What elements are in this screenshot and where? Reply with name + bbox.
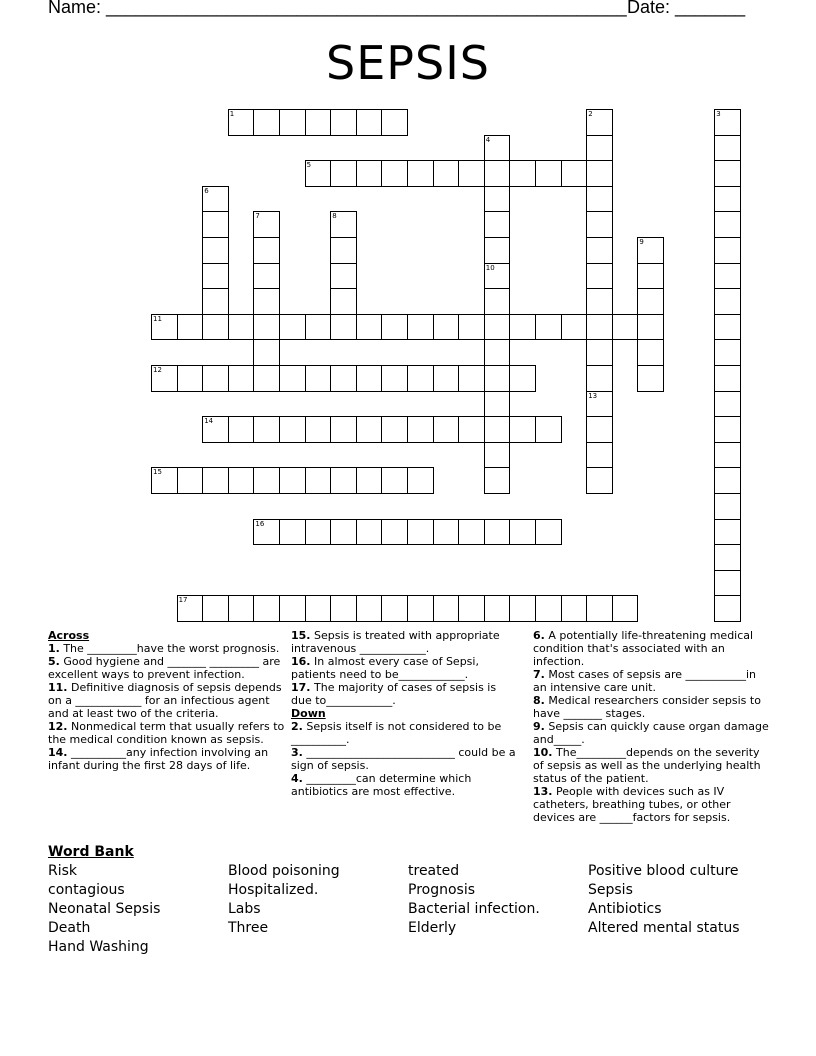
grid-cell[interactable] xyxy=(305,314,332,341)
word-bank-word: treated xyxy=(408,863,460,879)
word-bank-word: Labs xyxy=(228,901,261,917)
grid-cell[interactable] xyxy=(407,519,434,546)
grid-cell[interactable] xyxy=(202,365,229,392)
grid-cell[interactable] xyxy=(484,365,511,392)
grid-cell[interactable] xyxy=(484,467,511,494)
grid-cell[interactable] xyxy=(330,365,357,392)
across-heading: Across xyxy=(48,629,90,642)
grid-cell[interactable] xyxy=(381,314,408,341)
down-heading: Down xyxy=(291,707,326,720)
grid-cell[interactable] xyxy=(433,595,460,622)
clue-number: 17 xyxy=(178,596,188,605)
grid-cell[interactable] xyxy=(407,160,434,187)
grid-cell[interactable] xyxy=(637,314,664,341)
grid-cell[interactable] xyxy=(151,467,178,494)
clue-across-17: 17. The majority of cases of sepsis is due to____________. xyxy=(291,681,497,707)
grid-cell[interactable] xyxy=(253,365,280,392)
grid-cell[interactable] xyxy=(458,595,485,622)
grid-cell[interactable] xyxy=(202,314,229,341)
grid-cell[interactable] xyxy=(586,365,613,392)
word-bank-word: Elderly xyxy=(408,920,457,936)
grid-cell[interactable] xyxy=(202,237,229,264)
clue-number: 12 xyxy=(153,366,162,374)
grid-cell[interactable] xyxy=(484,595,511,622)
clue-number: 10 xyxy=(485,263,495,272)
grid-cell[interactable] xyxy=(714,416,741,443)
grid-cell[interactable] xyxy=(586,160,613,187)
grid-cell[interactable] xyxy=(279,519,306,546)
grid-cell[interactable] xyxy=(586,109,613,136)
grid-cell[interactable] xyxy=(714,519,741,546)
clue-down-9: 9. Sepsis can quickly cause organ damage and_____. xyxy=(533,720,769,746)
grid-cell[interactable] xyxy=(330,416,357,443)
grid-cell[interactable] xyxy=(714,109,741,136)
clue-down-6: 6. A potentially life-threatening medical condition that's associated with an infection. xyxy=(533,629,754,668)
name-field-label: Name: ____________________________________________________ xyxy=(48,0,627,17)
clues-column-3 xyxy=(533,629,769,824)
clue-number: 2 xyxy=(588,110,593,118)
grid-cell[interactable] xyxy=(714,339,741,366)
grid-cell[interactable] xyxy=(202,416,229,443)
grid-cell[interactable] xyxy=(356,519,383,546)
clues-column-1 xyxy=(48,629,286,772)
word-bank-word: Altered mental status xyxy=(588,920,740,936)
grid-cell[interactable] xyxy=(714,211,741,238)
word-bank-word: contagious xyxy=(48,882,125,898)
grid-cell[interactable] xyxy=(484,211,511,238)
grid-cell[interactable] xyxy=(484,339,511,366)
grid-cell[interactable] xyxy=(433,314,460,341)
clue-across-15: 15. Sepsis is treated with appropriate intravenous ____________. xyxy=(291,629,500,655)
grid-cell[interactable] xyxy=(535,519,562,546)
grid-cell[interactable] xyxy=(586,391,613,418)
grid-cell[interactable] xyxy=(330,595,357,622)
word-bank-word: Risk xyxy=(48,863,78,879)
grid-cell[interactable] xyxy=(279,109,306,136)
grid-cell[interactable] xyxy=(509,314,536,341)
grid-cell[interactable] xyxy=(305,160,332,187)
grid-cell[interactable] xyxy=(228,416,255,443)
grid-cell[interactable] xyxy=(484,391,511,418)
grid-cell[interactable] xyxy=(279,365,306,392)
clue-number: 3 xyxy=(716,110,721,118)
word-bank-word: Sepsis xyxy=(588,882,633,898)
grid-cell[interactable] xyxy=(561,595,588,622)
grid-cell[interactable] xyxy=(637,263,664,290)
grid-cell[interactable] xyxy=(458,160,485,187)
grid-cell[interactable] xyxy=(586,263,613,290)
clue-number: 4 xyxy=(485,135,491,144)
grid-cell[interactable] xyxy=(305,595,332,622)
grid-cell[interactable] xyxy=(484,416,511,443)
grid-cell[interactable] xyxy=(714,365,741,392)
clue-number: 9 xyxy=(639,238,644,246)
grid-cell[interactable] xyxy=(586,595,613,622)
word-bank-word: Antibiotics xyxy=(588,901,662,917)
grid-cell[interactable] xyxy=(356,467,383,494)
grid-cell[interactable] xyxy=(484,237,511,264)
grid-cell[interactable] xyxy=(484,135,511,162)
grid-cell[interactable] xyxy=(535,595,562,622)
grid-cell[interactable] xyxy=(586,314,613,341)
grid-cell[interactable] xyxy=(381,365,408,392)
grid-cell[interactable] xyxy=(177,595,204,622)
grid-cell[interactable] xyxy=(714,160,741,187)
grid-cell[interactable] xyxy=(407,467,434,494)
grid-cell[interactable] xyxy=(714,493,741,520)
grid-cell[interactable] xyxy=(253,314,280,341)
grid-cell[interactable] xyxy=(484,519,511,546)
word-bank-word: Neonatal Sepsis xyxy=(48,901,161,917)
grid-cell[interactable] xyxy=(253,339,280,366)
page-title: SEPSIS xyxy=(326,36,490,90)
grid-cell[interactable] xyxy=(714,544,741,571)
clue-down-10: 10. The_________depends on the severity of sepsis as well as the underlying health status of the patient. xyxy=(533,746,761,785)
grid-cell[interactable] xyxy=(433,365,460,392)
grid-cell[interactable] xyxy=(407,416,434,443)
grid-cell[interactable] xyxy=(612,595,639,622)
grid-cell[interactable] xyxy=(586,288,613,315)
grid-cell[interactable] xyxy=(458,314,485,341)
grid-cell[interactable] xyxy=(356,416,383,443)
clue-number: 11 xyxy=(153,314,162,323)
grid-cell[interactable] xyxy=(253,467,280,494)
grid-cell[interactable] xyxy=(714,391,741,418)
grid-cell[interactable] xyxy=(535,416,562,443)
grid-cell[interactable] xyxy=(407,365,434,392)
grid-cell[interactable] xyxy=(356,160,383,187)
grid-cell[interactable] xyxy=(714,263,741,290)
clue-across-14: 14. __________any infection involving an infant during the first 28 days of life. xyxy=(48,746,269,772)
grid-cell[interactable] xyxy=(279,467,306,494)
grid-cell[interactable] xyxy=(330,288,357,315)
clue-across-16: 16. In almost every case of Sepsi, patients need to be____________. xyxy=(291,655,479,681)
grid-cell[interactable] xyxy=(381,160,408,187)
grid-cell[interactable] xyxy=(330,263,357,290)
grid-cell[interactable] xyxy=(253,519,280,546)
grid-cell[interactable] xyxy=(458,365,485,392)
grid-cell[interactable] xyxy=(509,416,536,443)
grid-cell[interactable] xyxy=(202,467,229,494)
grid-cell[interactable] xyxy=(253,288,280,315)
grid-cell[interactable] xyxy=(228,365,255,392)
grid-cell[interactable] xyxy=(381,595,408,622)
grid-cell[interactable] xyxy=(151,365,178,392)
grid-cell[interactable] xyxy=(177,467,204,494)
clue-across-1: 1. The _________have the worst prognosis. xyxy=(48,642,280,655)
clue-number: 5 xyxy=(306,161,312,170)
grid-cell[interactable] xyxy=(381,109,408,136)
clue-number: 15 xyxy=(153,468,162,477)
clue-number: 1 xyxy=(229,110,235,118)
clue-number: 7 xyxy=(255,212,260,221)
word-bank-word: Prognosis xyxy=(408,882,476,898)
clue-across-5: 5. Good hygiene and _______ _________ are excellent ways to prevent infection. xyxy=(48,655,281,681)
grid-cell[interactable] xyxy=(586,467,613,494)
grid-cell[interactable] xyxy=(484,314,511,341)
grid-cell[interactable] xyxy=(484,442,511,469)
grid-cell[interactable] xyxy=(484,186,511,213)
grid-cell[interactable] xyxy=(279,595,306,622)
grid-cell[interactable] xyxy=(381,467,408,494)
grid-cell[interactable] xyxy=(356,595,383,622)
grid-cell[interactable] xyxy=(305,416,332,443)
grid-cell[interactable] xyxy=(509,519,536,546)
grid-cell[interactable] xyxy=(714,314,741,341)
grid-cell[interactable] xyxy=(637,339,664,366)
clue-number: 6 xyxy=(204,186,209,195)
grid-cell[interactable] xyxy=(330,237,357,264)
word-bank-word: Hand Washing xyxy=(48,939,149,955)
clue-across-12: 12. Nonmedical term that usually refers to the medical condition known as sepsis. xyxy=(48,720,285,746)
grid-cell[interactable] xyxy=(202,263,229,290)
grid-cell[interactable] xyxy=(253,416,280,443)
grid-cell[interactable] xyxy=(637,237,664,264)
grid-cell[interactable] xyxy=(509,160,536,187)
clue-down-13: 13. People with devices such as IV catheters, breathing tubes, or other devices are ______factors for sepsis. xyxy=(533,785,731,824)
grid-cell[interactable] xyxy=(561,160,588,187)
grid-cell[interactable] xyxy=(202,595,229,622)
grid-cell[interactable] xyxy=(202,211,229,238)
grid-cell[interactable] xyxy=(458,416,485,443)
grid-cell[interactable] xyxy=(484,160,511,187)
word-bank-title: Word Bank xyxy=(48,844,134,860)
grid-cell[interactable] xyxy=(356,314,383,341)
grid-cell[interactable] xyxy=(228,595,255,622)
grid-cell[interactable] xyxy=(714,186,741,213)
grid-cell[interactable] xyxy=(228,314,255,341)
grid-cell[interactable] xyxy=(202,186,229,213)
grid-cell[interactable] xyxy=(484,263,511,290)
date-field-label: Date: _______ xyxy=(627,0,746,17)
clue-number: 14 xyxy=(204,417,214,426)
grid-cell[interactable] xyxy=(330,519,357,546)
word-bank-word: Death xyxy=(48,920,91,936)
grid-cell[interactable] xyxy=(330,314,357,341)
grid-cell[interactable] xyxy=(253,263,280,290)
grid-cell[interactable] xyxy=(330,211,357,238)
grid-cell[interactable] xyxy=(228,109,255,136)
grid-cell[interactable] xyxy=(561,314,588,341)
grid-cell[interactable] xyxy=(381,519,408,546)
grid-cell[interactable] xyxy=(586,135,613,162)
grid-cell[interactable] xyxy=(381,416,408,443)
grid-cell[interactable] xyxy=(714,467,741,494)
clue-across-11: 11. Definitive diagnosis of sepsis depends on a ____________ for an infectious agent and at least two of the criteria. xyxy=(48,681,282,720)
grid-cell[interactable] xyxy=(305,109,332,136)
clue-down-3: 3. ___________________________ could be a sign of sepsis. xyxy=(291,746,516,772)
grid-cell[interactable] xyxy=(586,442,613,469)
clue-number: 8 xyxy=(332,212,337,221)
grid-cell[interactable] xyxy=(279,314,306,341)
grid-cell[interactable] xyxy=(330,160,357,187)
grid-cell[interactable] xyxy=(714,135,741,162)
grid-cell[interactable] xyxy=(612,314,639,341)
grid-cell[interactable] xyxy=(714,442,741,469)
clue-down-4: 4. _________can determine which antibiotics are most effective. xyxy=(291,772,472,798)
clue-number: 16 xyxy=(255,519,265,528)
grid-cell[interactable] xyxy=(330,109,357,136)
grid-cell[interactable] xyxy=(586,339,613,366)
word-bank-word: Three xyxy=(228,920,269,936)
grid-cell[interactable] xyxy=(305,467,332,494)
grid-cell[interactable] xyxy=(407,595,434,622)
grid-cell[interactable] xyxy=(407,314,434,341)
grid-cell[interactable] xyxy=(484,288,511,315)
word-bank-word: Positive blood culture xyxy=(588,863,739,879)
grid-cell[interactable] xyxy=(586,416,613,443)
word-bank-word: Bacterial infection. xyxy=(408,901,540,917)
clue-down-2: 2. Sepsis itself is not considered to be __________. xyxy=(291,720,502,746)
grid-cell[interactable] xyxy=(356,109,383,136)
grid-cell[interactable] xyxy=(253,237,280,264)
grid-cell[interactable] xyxy=(509,595,536,622)
grid-cell[interactable] xyxy=(305,365,332,392)
clue-number: 13 xyxy=(588,391,598,400)
grid-cell[interactable] xyxy=(433,160,460,187)
grid-cell[interactable] xyxy=(330,467,357,494)
grid-cell[interactable] xyxy=(177,314,204,341)
grid-cell[interactable] xyxy=(433,416,460,443)
clue-down-8: 8. Medical researchers consider sepsis to have _______ stages. xyxy=(533,694,761,720)
grid-cell[interactable] xyxy=(433,519,460,546)
grid-cell[interactable] xyxy=(151,314,178,341)
grid-cell[interactable] xyxy=(586,211,613,238)
grid-cell[interactable] xyxy=(714,570,741,597)
word-bank-word: Hospitalized. xyxy=(228,882,319,898)
word-bank-word: Blood poisoning xyxy=(228,863,340,879)
grid-cell[interactable] xyxy=(714,237,741,264)
grid-cell[interactable] xyxy=(714,595,741,622)
grid-cell[interactable] xyxy=(535,160,562,187)
grid-cell[interactable] xyxy=(356,365,383,392)
grid-cell[interactable] xyxy=(177,365,204,392)
grid-cell[interactable] xyxy=(253,595,280,622)
grid-cell[interactable] xyxy=(253,211,280,238)
grid-cell[interactable] xyxy=(202,288,229,315)
grid-cell[interactable] xyxy=(458,519,485,546)
grid-cell[interactable] xyxy=(253,109,280,136)
grid-cell[interactable] xyxy=(637,365,664,392)
grid-cell[interactable] xyxy=(714,288,741,315)
grid-cell[interactable] xyxy=(586,237,613,264)
grid-cell[interactable] xyxy=(637,288,664,315)
clues-column-2 xyxy=(291,629,516,798)
grid-cell[interactable] xyxy=(535,314,562,341)
grid-cell[interactable] xyxy=(228,467,255,494)
grid-cell[interactable] xyxy=(305,519,332,546)
clue-down-7: 7. Most cases of sepsis are ___________in an intensive care unit. xyxy=(533,668,757,694)
grid-cell[interactable] xyxy=(509,365,536,392)
grid-cell[interactable] xyxy=(279,416,306,443)
grid-cell[interactable] xyxy=(586,186,613,213)
